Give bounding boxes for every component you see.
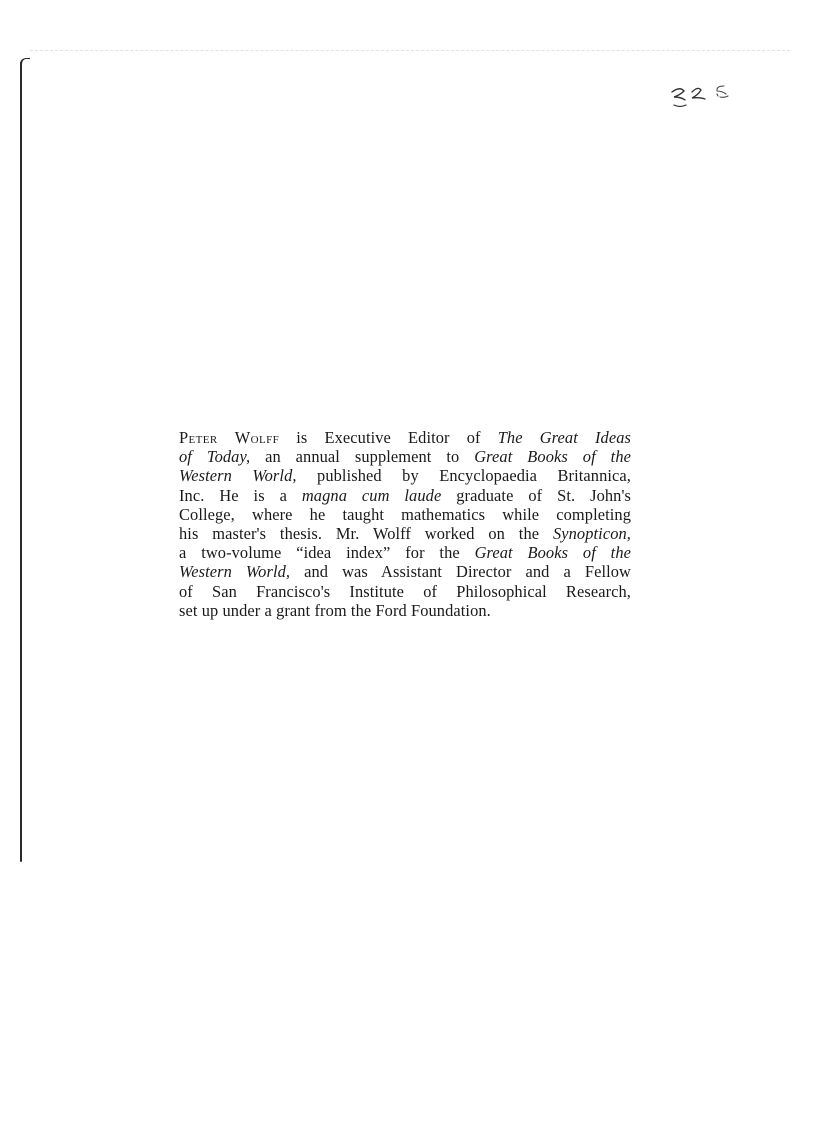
bio-line-4: Inc. He is a magna cum laude graduate of St. John's xyxy=(179,485,631,505)
bio-line-9: of San Francisco's Institute of Philosophical Research, xyxy=(179,581,631,601)
bio-line-8: Western World, and was Assistant Director and a Fellow xyxy=(179,562,631,582)
bio-line-7: a two-volume “idea index” for the Great Books of the xyxy=(179,543,631,563)
bio-line-5: College, where he taught mathematics while completing xyxy=(179,504,631,524)
author-biography xyxy=(179,428,631,620)
handwritten-page-number xyxy=(668,78,748,118)
bio-line-2: of Today, an annual supplement to Great Books of the xyxy=(179,447,631,467)
bio-line-6: his master's thesis. Mr. Wolff worked on the Synopticon, xyxy=(179,524,631,544)
publication-title: Western World, xyxy=(179,562,291,582)
author-name: Peter Wolff xyxy=(179,428,280,447)
publication-title: Great Books of the xyxy=(474,543,631,563)
honor-phrase: magna cum laude xyxy=(301,485,442,505)
publication-title: Synopticon, xyxy=(552,524,631,544)
bio-line-10: set up under a grant from the Ford Foundation. xyxy=(179,600,491,620)
bio-line-1: Peter Wolff is Executive Editor of The Great Ideas xyxy=(179,428,631,447)
publication-title: Great Books of the xyxy=(474,447,631,467)
bio-line-3: Western World, published by Encyclopaedia Britannica, xyxy=(179,466,631,486)
scan-edge-artifact xyxy=(30,50,790,52)
scan-left-border xyxy=(20,62,22,862)
publication-title: The Great Ideas xyxy=(497,428,631,447)
publication-title: Western World, xyxy=(179,466,297,486)
publication-title: of Today, xyxy=(179,447,251,467)
